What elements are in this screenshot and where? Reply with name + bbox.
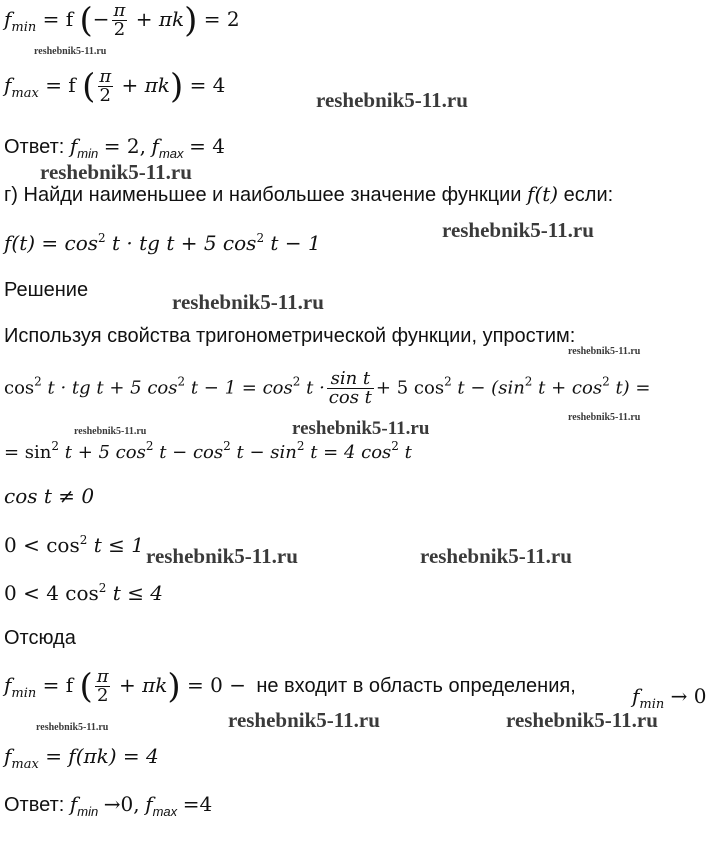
inequality-1 — [4, 534, 144, 555]
fmin-line-1 — [4, 2, 240, 39]
fmax-line-2 — [4, 746, 159, 771]
func-part: f(t) = cos — [4, 231, 99, 255]
task-func: f(t) — [527, 182, 559, 206]
eq-result: = 0 − — [187, 673, 246, 697]
fraction — [327, 370, 374, 407]
watermark: reshebnik5-11.ru — [420, 544, 572, 568]
eq-part: cos — [4, 377, 35, 399]
power: 2 — [34, 374, 42, 389]
answer-line-1 — [4, 136, 225, 160]
task-text: г) Найди наименьшее и наибольшее значение функции — [4, 184, 522, 206]
watermark: reshebnik5-11.ru — [34, 46, 107, 57]
watermark: reshebnik5-11.ru — [40, 160, 192, 184]
ineq-part: t ≤ 4 — [106, 581, 164, 605]
f-symbol: f — [4, 673, 12, 697]
eq-part: = f — [42, 673, 74, 697]
simplify-text: Используя свойства тригонометрической функции, упростим: — [4, 325, 576, 347]
task-line — [4, 184, 613, 205]
watermark: reshebnik5-11.ru — [292, 418, 430, 439]
power: 2 — [145, 439, 154, 453]
f-symbol: f — [4, 744, 12, 768]
subscript-min: min — [639, 697, 665, 712]
fraction-num: sin t — [330, 368, 371, 389]
f-symbol: f — [69, 134, 78, 158]
ineq-part: 0 < 4 cos — [4, 581, 99, 605]
equation-2 — [4, 440, 412, 462]
open-paren: ( — [79, 0, 93, 41]
ineq-part: 0 < cos — [4, 533, 80, 557]
domain-note: не входит в область определения, — [256, 675, 576, 697]
power: 2 — [391, 439, 399, 453]
f-symbol: f — [151, 134, 159, 158]
watermark: reshebnik5-11.ru — [228, 708, 380, 732]
ineq-part: t ≤ 1 — [87, 533, 144, 557]
fraction-den: 2 — [99, 85, 111, 106]
answer-value: →0, — [103, 792, 140, 816]
close-paren: ) — [167, 666, 181, 707]
f-symbol: f — [145, 792, 153, 816]
subscript-max: max — [11, 757, 39, 772]
func-part: t − 1 — [264, 231, 321, 255]
power: 2 — [79, 533, 88, 547]
eq-part: t − (sin — [451, 377, 525, 399]
f-symbol: f — [4, 7, 12, 31]
fraction-den: 2 — [113, 19, 126, 40]
close-paren: ) — [169, 66, 184, 107]
func-part: t · tg t + 5 cos — [105, 231, 257, 255]
power: 2 — [256, 231, 265, 245]
answer-value: = 2, — [103, 134, 146, 158]
subscript-min: min — [77, 146, 99, 161]
eq-result: = 2 — [203, 7, 240, 31]
answer-label: Ответ: — [4, 136, 65, 158]
eq-part: = f — [45, 73, 76, 97]
eq-tail: + πk — [118, 673, 168, 697]
fraction — [97, 68, 113, 105]
subscript-min: min — [77, 804, 99, 819]
minus-sign: − — [92, 7, 110, 31]
fmin-line-2 — [4, 668, 576, 705]
subscript-max: max — [152, 804, 178, 819]
watermark: reshebnik5-11.ru — [36, 722, 109, 733]
fraction-den: cos t — [328, 387, 372, 408]
power: 2 — [444, 374, 452, 389]
power: 2 — [292, 374, 301, 389]
fraction-num: π — [99, 66, 112, 87]
power: 2 — [223, 439, 231, 453]
eq-part: t = 4 cos — [304, 442, 392, 463]
fraction-num: π — [113, 0, 126, 21]
fraction-den: 2 — [96, 685, 109, 706]
close-paren: ) — [184, 0, 198, 41]
power: 2 — [98, 231, 106, 245]
eq-part: t − cos — [153, 442, 224, 463]
watermark: reshebnik5-11.ru — [316, 88, 468, 112]
hence-text: Отсюда — [4, 627, 76, 649]
subscript-max: max — [158, 146, 184, 161]
fmax-line-1 — [4, 68, 225, 105]
eq-result: = 4 — [189, 73, 226, 97]
eq-part: = f(πk) = 4 — [45, 744, 159, 768]
watermark: reshebnik5-11.ru — [568, 346, 641, 357]
limit-arrow: → 0 — [670, 684, 707, 708]
cos-not-zero: cos t ≠ 0 — [4, 484, 95, 508]
task-suffix: если: — [563, 184, 614, 206]
fraction — [95, 668, 111, 705]
equation-1 — [4, 370, 651, 407]
power: 2 — [602, 374, 610, 389]
eq-part: + 5 cos — [375, 377, 445, 399]
watermark: reshebnik5-11.ru — [74, 426, 147, 437]
function-definition — [4, 232, 321, 253]
eq-part: t · — [300, 377, 325, 399]
eq-part: = sin — [4, 442, 52, 463]
answer-label: Ответ: — [4, 794, 65, 816]
fraction-num: π — [96, 666, 109, 687]
eq-part: t − sin — [230, 442, 297, 463]
eq-part: t − 1 = cos — [185, 377, 293, 399]
power: 2 — [51, 439, 60, 453]
eq-part: t + cos — [532, 377, 603, 399]
eq-tail: + πk — [135, 7, 185, 31]
answer-value: = 4 — [189, 134, 225, 158]
eq-part: t — [398, 442, 412, 463]
eq-part: t · tg t + 5 cos — [41, 377, 178, 399]
answer-line-2 — [4, 794, 212, 818]
inequality-2 — [4, 582, 163, 603]
power: 2 — [98, 581, 107, 595]
open-paren: ( — [79, 666, 93, 707]
eq-part: t + 5 cos — [59, 442, 146, 463]
watermark: reshebnik5-11.ru — [172, 290, 324, 314]
answer-value: =4 — [182, 792, 213, 816]
eq-part: t) = — [609, 377, 651, 399]
power: 2 — [177, 374, 186, 389]
f-symbol: f — [69, 792, 78, 816]
watermark: reshebnik5-11.ru — [506, 708, 658, 732]
watermark: reshebnik5-11.ru — [568, 412, 641, 423]
solution-heading: Решение — [4, 279, 89, 301]
power: 2 — [296, 439, 305, 453]
f-symbol: f — [632, 684, 640, 708]
subscript-max: max — [11, 86, 39, 101]
eq-part: = f — [42, 7, 74, 31]
f-symbol: f — [4, 73, 12, 97]
subscript-min: min — [11, 686, 37, 701]
fraction — [112, 2, 128, 39]
power: 2 — [524, 374, 533, 389]
subscript-min: min — [11, 20, 37, 35]
watermark: reshebnik5-11.ru — [146, 544, 298, 568]
eq-tail: + πk — [121, 73, 170, 97]
open-paren: ( — [82, 66, 96, 107]
watermark: reshebnik5-11.ru — [442, 218, 594, 242]
